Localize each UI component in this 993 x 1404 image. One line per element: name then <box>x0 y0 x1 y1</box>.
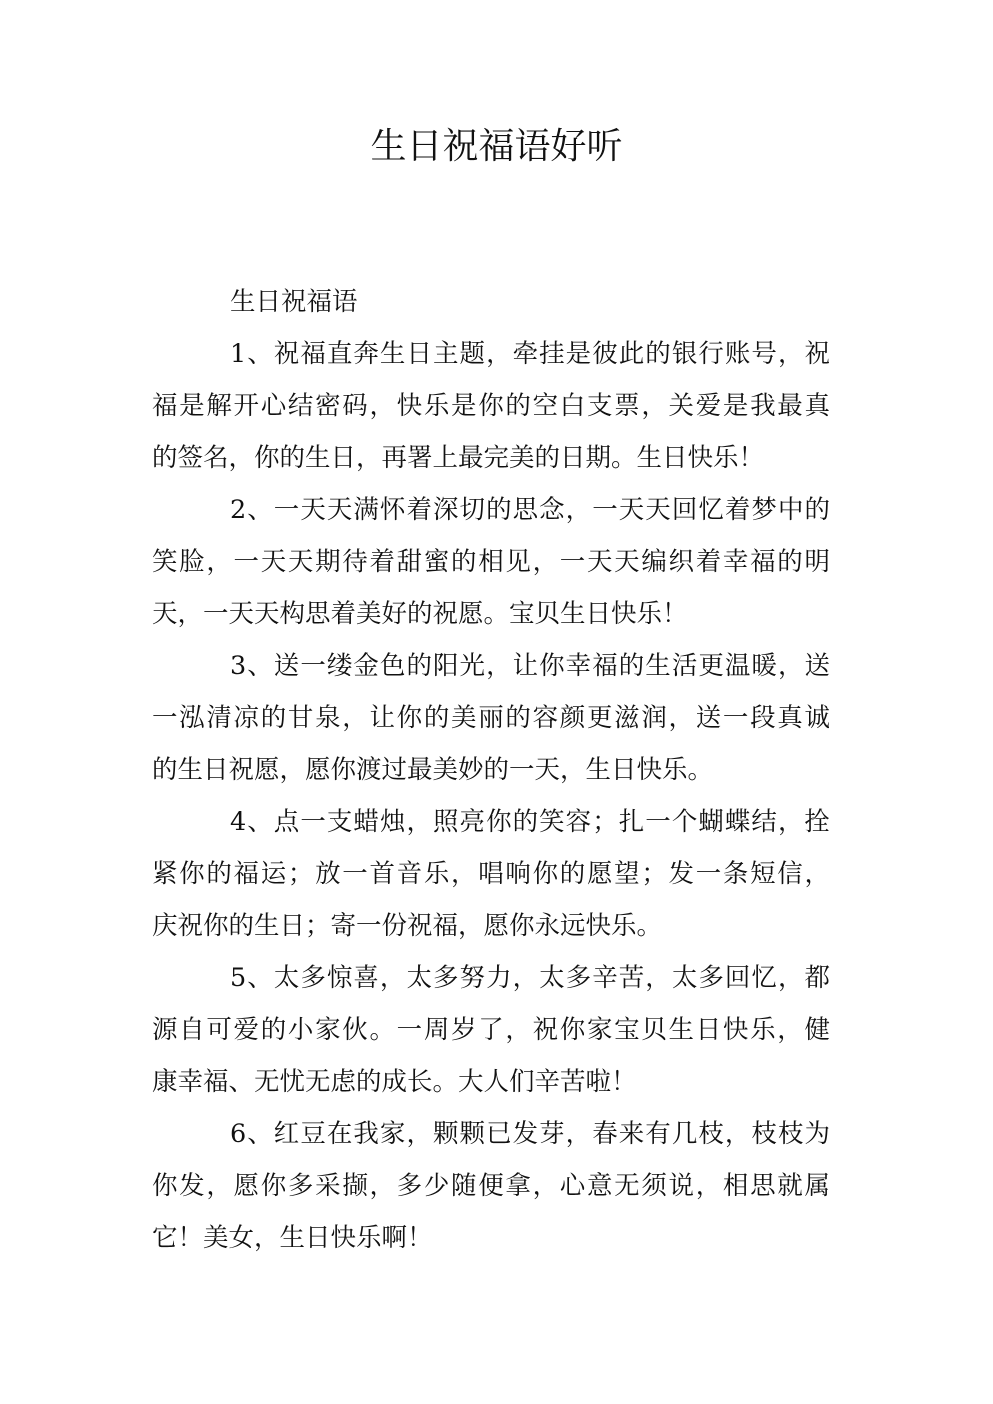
paragraph-line: 笑脸，一天天期待着甜蜜的相见，一天天编织着幸福的明 <box>152 547 830 577</box>
paragraph-line: 一泓清凉的甘泉，让你的美丽的容颜更滋润，送一段真诚 <box>152 703 830 733</box>
paragraph-line: 6、红豆在我家，颗颗已发芽，春来有几枝，枝枝为 <box>230 1119 830 1149</box>
paragraph-line: 4、点一支蜡烛，照亮你的笑容；扎一个蝴蝶结，拴 <box>230 807 830 837</box>
document-body <box>152 276 830 1264</box>
paragraph-2 <box>152 484 830 640</box>
paragraph-line: 源自可爱的小家伙。一周岁了，祝你家宝贝生日快乐，健 <box>152 1015 830 1045</box>
paragraph-line: 1、祝福直奔生日主题，牵挂是彼此的银行账号，祝 <box>230 339 830 369</box>
paragraph-1 <box>152 328 830 484</box>
paragraph-line: 你发，愿你多采撷，多少随便拿，心意无须说，相思就属 <box>152 1171 830 1201</box>
document-title: 生日祝福语好听 <box>370 126 623 167</box>
paragraph-6 <box>152 1108 830 1264</box>
paragraph-5 <box>152 952 830 1108</box>
paragraph-line: 2、一天天满怀着深切的思念，一天天回忆着梦中的 <box>230 495 830 525</box>
paragraph-line: 的生日祝愿，愿你渡过最美妙的一天，生日快乐。 <box>152 755 714 785</box>
paragraph-line: 的签名，你的生日，再署上最完美的日期。生日快乐！ <box>152 443 765 473</box>
section-heading: 生日祝福语 <box>230 287 358 317</box>
paragraph-line: 紧你的福运；放一首音乐，唱响你的愿望；发一条短信， <box>152 859 830 889</box>
paragraph-4 <box>152 796 830 952</box>
paragraph-3 <box>152 640 830 796</box>
paragraph-line: 它！美女，生日快乐啊！ <box>152 1223 433 1253</box>
paragraph-line: 康幸福、无忧无虑的成长。大人们辛苦啦！ <box>152 1067 637 1097</box>
paragraph-line: 天，一天天构思着美好的祝愿。宝贝生日快乐！ <box>152 599 688 629</box>
paragraph-line: 5、太多惊喜，太多努力，太多辛苦，太多回忆，都 <box>230 963 830 993</box>
paragraph-line: 庆祝你的生日；寄一份祝福，愿你永远快乐。 <box>152 911 663 941</box>
paragraph-line: 福是解开心结密码，快乐是你的空白支票，关爱是我最真 <box>152 391 830 421</box>
paragraph-line: 3、送一缕金色的阳光，让你幸福的生活更温暖，送 <box>230 651 830 681</box>
